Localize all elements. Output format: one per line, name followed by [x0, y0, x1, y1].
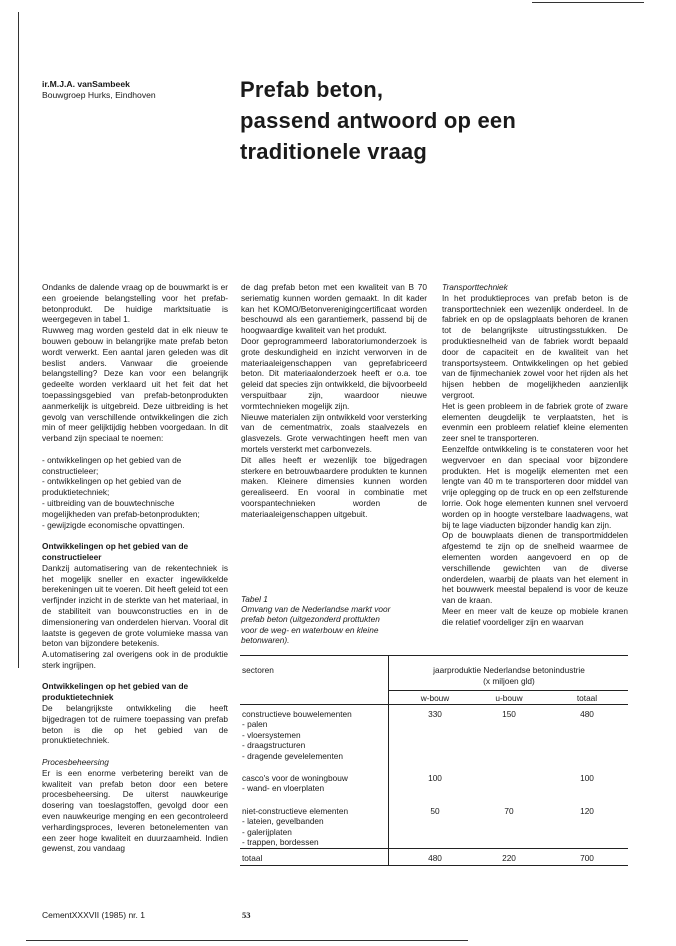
top-rule [532, 2, 644, 3]
caption-line: Omvang van de Nederlandse markt voor [241, 604, 391, 615]
cell-w: 50 [430, 806, 440, 816]
text-column-2 [241, 282, 427, 520]
table-bottom-rule [240, 865, 628, 866]
left-margin-rule [18, 12, 19, 668]
table-top-rule [240, 655, 628, 656]
article-title [240, 74, 640, 167]
footer-journal: CementXXXVII (1985) nr. 1 [42, 910, 145, 920]
bullet-item: - uitbreiding van de bouwtechnische mogelijkheden van prefab-betonprodukten; [42, 497, 200, 519]
table-row: constructieve bouwelementen - palen - vloersystemen - draagstructuren - dragende gevelelementen [242, 709, 388, 761]
page-number: 53 [242, 910, 251, 920]
table-row: niet-constructieve elementen - lateien, gevelbanden - galerijplaten - trappen, bordessen [242, 806, 388, 848]
table-row: casco's voor de woningbouw - wand- en vloerplaten [242, 773, 388, 794]
row-sector: casco's voor de woningbouw [242, 773, 348, 783]
caption-line: prefab beton (uitgezonderd prottukten [241, 614, 380, 625]
table-header-rule [240, 704, 628, 705]
cell-t: 120 [580, 806, 594, 816]
title-line: traditionele vraag [240, 139, 427, 164]
table-subheader-rule [388, 690, 628, 691]
row-item: vloersystemen [247, 729, 301, 740]
header-unit: (x miljoen gld) [483, 676, 535, 686]
table-total-rule [240, 848, 628, 849]
text-column-3 [442, 282, 628, 628]
row-sector: niet-constructieve elementen [242, 806, 349, 816]
cell-t: 100 [580, 773, 594, 783]
total-t: 700 [580, 853, 594, 863]
header-jaarproduktie: jaarproduktie Nederlandse betonindustrie [433, 665, 585, 675]
bottom-rule [26, 940, 468, 941]
caption-line: betonwaren). [241, 634, 290, 645]
header-w-bouw: w-bouw [420, 693, 450, 703]
title-line: Prefab beton, [240, 77, 384, 102]
paragraph: Dit alles heeft er wezenlijk toe bijgedragen sterkere en betrouwbaardere produkten te kunnen maken. Kleinere dimensies kunnen worden gerealiseerd. En vooral in combinatie met voorspantechnieken worden de materiaaleigenschappen uitgebuit. [241, 454, 427, 519]
paragraph: Door geprogrammeerd laboratoriumonderzoek is grote deskundigheid en inzicht verworven in de materiaaleigenschappen van geprefabriceerd beton. Dit materiaalonderzoek heeft er o.a. toe geleid dat species zijn ontwikkeld, die bijvoorbeeld verspuitbaar zijn, waardoor nieuwe vormtechnieken mogelijk zijn. [241, 335, 427, 411]
paragraph: Dankzij automatisering van de rekentechniek is het mogelijk sneller en exacter ingewikkelde berekeningen uit te voeren. Dit heeft geleid tot een verfijnder inzicht in de sterkte van het materiaal, in de stabiliteit van bouwconstructies en in de dimensionering van onderdelen hiervan. Vooral dit laatste is gegeven de grote volumieke massa van beton van bijzondere betekenis. [42, 562, 228, 649]
row-item: dragende gevelelementen [247, 750, 344, 761]
section-heading: Ontwikkelingen op het gebied van de produktietechniek [42, 681, 189, 703]
paragraph: Het is geen probleem in de fabriek grote of zware elementen deugdelijk te verplaatsten, het is evenmin een probleem relatief kleine elementen zeer snel te transporteren. [442, 400, 628, 444]
header-u-bouw: u-bouw [495, 693, 523, 703]
text-column-1 [42, 282, 228, 854]
total-label: totaal [242, 853, 263, 863]
cell-w: 100 [428, 773, 442, 783]
table-caption [241, 594, 431, 645]
paragraph: A.utomatisering zal overigens ook in de produktie sterk ingrijpen. [42, 649, 228, 670]
bullet-item: - ontwikkelingen op het gebied van de constructieleer; [42, 454, 182, 476]
paragraph: Op de bouwplaats dienen de transportmiddelen afgestemd te zijn op de snelheid waarmee de elementen worden aangevoerd en op de verschillende gewichten van de diverse onderdelen, waarbij de plaats van het element in het bouwwerk meestal bepalend is voor de keuze van de kraan. [442, 530, 628, 606]
subsection-heading: Procesbeheersing [42, 757, 109, 768]
paragraph: Eenzelfde ontwikkeling is te constateren voor het wegvervoer en dan speciaal voor bijzondere produkten. Het is mogelijk elementen met een lengte van 40 m te transporteren door middel van vrije oplegging op de truck en op een zelfsturende lorrie. Ook hoge elementen kunnen snel vervoerd worden op in hoogte verstelbare laadwagens, wat bij te lage viaducten bijzonder handig kan zijn. [442, 443, 628, 530]
row-sector: constructieve bouwelementen [242, 709, 352, 719]
table-label: Tabel 1 [241, 594, 268, 604]
row-item: lateien, gevelbanden [247, 816, 324, 827]
paragraph: Ondanks de dalende vraag op de bouwmarkt is er een groeiende belangstelling voor het prefab-betonprodukt. De huidige marktsituatie is weergegeven in tabel 1. [42, 282, 228, 325]
author-affiliation: Bouwgroep Hurks, Eindhoven [42, 90, 156, 100]
market-table [240, 655, 628, 865]
cell-u: 70 [504, 806, 514, 816]
paragraph: In het produktieproces van prefab beton is de transporttechniek een wezenlijk onderdeel. In de fabriek en op de opslagplaats behoren de kranen tot de belangrijkste uitrustingsstukken. De produktiesnelheid van de fabriek wordt bepaald door de capaciteit en de kwaliteit van het transportsysteem. Ontwikkelingen op het gebied van de fijnmechaniek zowel voor het rijden als het hijsen hebben de mogelijkheden aanzienlijk vergroot. [442, 292, 628, 400]
author-block [42, 79, 156, 101]
row-item: trappen, bordessen [247, 837, 319, 848]
bullet-item: - ontwikkelingen op het gebied van de produktietechniek; [42, 476, 182, 498]
cell-t: 480 [580, 709, 594, 719]
row-item: palen [247, 719, 268, 730]
header-totaal: totaal [576, 693, 598, 703]
paragraph: de dag prefab beton met een kwaliteit van B 70 seriematig kunnen worden gemaakt. In dit kader kan het KOMO/Betonverenigingcertificaat worden beschouwd als een garantiemerk, passend bij de hoogwaardige kwaliteit van het produkt. [241, 282, 427, 336]
paragraph: Ruwweg mag worden gesteld dat in elk nieuw te bouwen gebouw in belangrijke mate prefab beton wordt verwerkt. Een aantal jaren geleden was dit beslist anders. Vanwaar die groeiende belangstelling? Deze kan voor een belangrijk gedeelte worden verklaard uit het feit dat het toepassingsgebied van prefab-betonprodukten aanmerkelijk is uitgebreid. Deze uitbreiding is het gevolg van verschillende ontwikkelingen die zich min of meer gelijktijdig hebben voorgedaan. In dit verband zijn speciaal te noemen: [42, 325, 228, 444]
section-heading: Ontwikkelingen op het gebied van de constructieleer [42, 541, 189, 562]
paragraph: Meer en meer valt de keuze op mobiele kranen die relatief voordeliger zijn en waarvan [442, 605, 628, 627]
header-sectoren: sectoren [242, 665, 274, 675]
total-w: 480 [428, 853, 442, 863]
row-item: wand- en vloerplaten [247, 783, 325, 794]
table-divider [388, 655, 389, 865]
author-name: ir.M.J.A. vanSambeek [42, 79, 130, 89]
cell-u: 150 [502, 709, 516, 719]
bullet-item: - gewijzigde economische opvattingen. [42, 519, 185, 530]
total-u: 220 [502, 853, 516, 863]
row-item: draagstructuren [247, 740, 306, 751]
row-item: galerijplaten [247, 826, 292, 837]
title-line: passend antwoord op een [240, 108, 516, 133]
paragraph: Er is een enorme verbetering bereikt van de kwaliteit van prefab beton door een betere procesbeheersing. De uiterst nauwkeurige dosering van toeslagstoffen, gevolgd door een even nauwkeurige menging en een gecontroleerd verhardingsproces, leveren betonelementen van een zeer hoge kwaliteit en duurzaamheid. Indien gewenst, zou vandaag [42, 767, 228, 854]
caption-line: voor de weg- en waterbouw en kleine [241, 624, 379, 635]
paragraph: Nieuwe materialen zijn ontwikkeld voor versterking van de cementmatrix, zoals staalvezels en glasvezels. Grote verwachtingen heeft men van mortels versterkt met carbonvezels. [241, 411, 427, 454]
paragraph: De belangrijkste ontwikkeling die heeft bijgedragen tot de ruimere toepassing van prefab beton is die op het gebied van de pronuktietechniek. [42, 703, 228, 746]
cell-w: 330 [428, 709, 442, 719]
subsection-heading: Transporttechniek [442, 282, 508, 292]
